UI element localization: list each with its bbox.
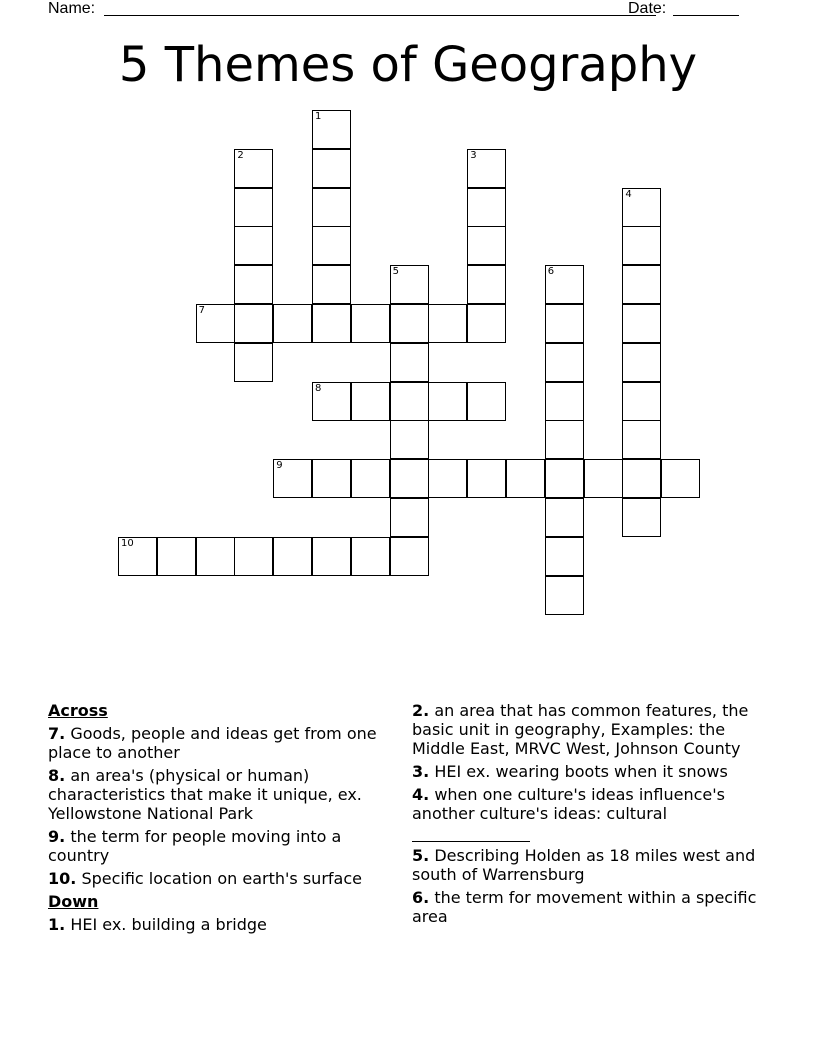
crossword-cell[interactable] bbox=[622, 459, 661, 498]
crossword-cell[interactable] bbox=[390, 343, 429, 382]
crossword-cell[interactable] bbox=[390, 304, 429, 343]
crossword-cell[interactable] bbox=[467, 265, 506, 304]
crossword-cell[interactable] bbox=[545, 304, 584, 343]
cell-number: 3 bbox=[470, 149, 477, 161]
clue-across-7 bbox=[48, 724, 400, 762]
crossword-cell[interactable] bbox=[622, 226, 661, 265]
crossword-cell[interactable] bbox=[390, 459, 429, 498]
crossword-cell[interactable] bbox=[351, 304, 390, 343]
crossword-cell[interactable] bbox=[545, 498, 584, 537]
clue-text: Describing Holden as 18 miles west and south of Warrensburg bbox=[412, 846, 756, 884]
crossword-cell[interactable] bbox=[312, 265, 351, 304]
clue-number: 4. bbox=[412, 785, 430, 804]
crossword-cell[interactable] bbox=[157, 537, 196, 576]
cell-number: 2 bbox=[237, 149, 244, 161]
crossword-cell[interactable] bbox=[390, 498, 429, 537]
clue-text: Goods, people and ideas get from one place to another bbox=[48, 724, 377, 762]
crossword-cell[interactable] bbox=[234, 226, 273, 265]
clue-text: when one culture's ideas influence's another culture's ideas: cultural bbox=[412, 785, 725, 823]
crossword-cell[interactable] bbox=[622, 420, 661, 459]
clues-left-column bbox=[48, 701, 400, 938]
crossword-cell[interactable] bbox=[467, 226, 506, 265]
crossword-cell[interactable] bbox=[545, 382, 584, 421]
crossword-cell[interactable] bbox=[234, 149, 273, 188]
crossword-cell[interactable] bbox=[622, 265, 661, 304]
clue-text: an area that has common features, the basic unit in geography, Examples: the Middle East, MRVC West, Johnson County bbox=[412, 701, 749, 758]
crossword-cell[interactable] bbox=[234, 188, 273, 227]
crossword-cell[interactable] bbox=[390, 382, 429, 421]
crossword-cell[interactable] bbox=[312, 382, 351, 421]
clue-number: 1. bbox=[48, 915, 66, 934]
crossword-cell[interactable] bbox=[234, 265, 273, 304]
clue-number: 8. bbox=[48, 766, 66, 785]
crossword-cell[interactable] bbox=[622, 382, 661, 421]
clue-number: 6. bbox=[412, 888, 430, 907]
crossword-cell[interactable] bbox=[545, 420, 584, 459]
crossword-cell[interactable] bbox=[661, 459, 700, 498]
clue-text: HEI ex. wearing boots when it snows bbox=[434, 762, 728, 781]
crossword-cell[interactable] bbox=[467, 459, 506, 498]
crossword-cell[interactable] bbox=[545, 265, 584, 304]
crossword-cell[interactable] bbox=[234, 537, 273, 576]
crossword-cell[interactable] bbox=[467, 382, 506, 421]
crossword-cell[interactable] bbox=[390, 537, 429, 576]
clue-text: an area's (physical or human) characteristics that make it unique, ex. Yellowstone National Park bbox=[48, 766, 362, 823]
clue-down-5 bbox=[412, 846, 768, 884]
crossword-cell[interactable] bbox=[312, 459, 351, 498]
cell-number: 10 bbox=[121, 537, 134, 549]
crossword-cell[interactable] bbox=[545, 343, 584, 382]
clue-number: 5. bbox=[412, 846, 430, 865]
crossword-cell[interactable] bbox=[545, 459, 584, 498]
clue-across-9 bbox=[48, 827, 400, 865]
crossword-cell[interactable] bbox=[351, 382, 390, 421]
crossword-cell[interactable] bbox=[390, 420, 429, 459]
crossword-cell[interactable] bbox=[428, 382, 467, 421]
cell-number: 6 bbox=[547, 266, 555, 278]
crossword-cell[interactable] bbox=[351, 459, 390, 498]
crossword-cell[interactable] bbox=[273, 304, 312, 343]
clue-text: Specific location on earth's surface bbox=[81, 869, 362, 888]
clue-down-1 bbox=[48, 915, 400, 934]
clues-right-column bbox=[412, 701, 768, 930]
crossword-cell[interactable] bbox=[273, 537, 312, 576]
crossword-cell[interactable] bbox=[506, 459, 545, 498]
crossword-cell[interactable] bbox=[545, 576, 584, 615]
crossword-cell[interactable] bbox=[467, 188, 506, 227]
down-heading: Down bbox=[48, 892, 99, 911]
clue-down-2 bbox=[412, 701, 768, 758]
clue-text: HEI ex. building a bridge bbox=[70, 915, 267, 934]
crossword-cell[interactable] bbox=[622, 188, 661, 227]
crossword-cell[interactable] bbox=[467, 304, 506, 343]
crossword-cell[interactable] bbox=[622, 304, 661, 343]
cell-number: 5 bbox=[392, 266, 399, 278]
clue-number: 10. bbox=[48, 869, 77, 888]
cell-number: 9 bbox=[276, 460, 283, 472]
crossword-cell[interactable] bbox=[312, 304, 351, 343]
cell-number: 8 bbox=[315, 382, 322, 394]
name-label: Name: bbox=[48, 0, 96, 17]
crossword-cell[interactable] bbox=[622, 343, 661, 382]
crossword-cell[interactable] bbox=[622, 498, 661, 537]
crossword-cell[interactable] bbox=[428, 304, 467, 343]
clue-across-10 bbox=[48, 869, 400, 888]
clue-number: 3. bbox=[412, 762, 430, 781]
date-label: Date: bbox=[628, 0, 667, 17]
crossword-cell[interactable] bbox=[312, 149, 351, 188]
crossword-cell[interactable] bbox=[196, 537, 235, 576]
answer-blank-line bbox=[412, 823, 530, 842]
crossword-cell[interactable] bbox=[273, 459, 312, 498]
clue-down-3 bbox=[412, 762, 768, 781]
crossword-cell[interactable] bbox=[196, 304, 235, 343]
cell-number: 1 bbox=[315, 111, 322, 122]
crossword-cell[interactable] bbox=[545, 537, 584, 576]
clue-number: 2. bbox=[412, 701, 430, 720]
crossword-cell[interactable] bbox=[351, 537, 390, 576]
clue-text: the term for people moving into a country bbox=[48, 827, 342, 865]
page-title: 5 Themes of Geography bbox=[118, 37, 698, 93]
cell-number: 4 bbox=[625, 188, 632, 200]
crossword-cell[interactable] bbox=[234, 304, 273, 343]
clue-down-6 bbox=[412, 888, 768, 926]
crossword-cell[interactable] bbox=[467, 149, 506, 188]
clue-number: 7. bbox=[48, 724, 66, 743]
crossword-cell[interactable] bbox=[234, 343, 273, 382]
clue-down-4 bbox=[412, 785, 768, 842]
crossword-cell[interactable] bbox=[312, 226, 351, 265]
crossword-cell[interactable] bbox=[312, 188, 351, 227]
crossword-cell[interactable] bbox=[118, 537, 157, 576]
clue-number: 9. bbox=[48, 827, 66, 846]
across-heading: Across bbox=[48, 701, 108, 720]
clue-text: the term for movement within a specific area bbox=[412, 888, 757, 926]
crossword-cell[interactable] bbox=[390, 265, 429, 304]
crossword-cell[interactable] bbox=[312, 110, 351, 149]
crossword-cell[interactable] bbox=[584, 459, 623, 498]
cell-number: 7 bbox=[198, 305, 205, 316]
crossword-cell[interactable] bbox=[312, 537, 351, 576]
crossword-cell[interactable] bbox=[428, 459, 467, 498]
clue-across-8 bbox=[48, 766, 400, 823]
